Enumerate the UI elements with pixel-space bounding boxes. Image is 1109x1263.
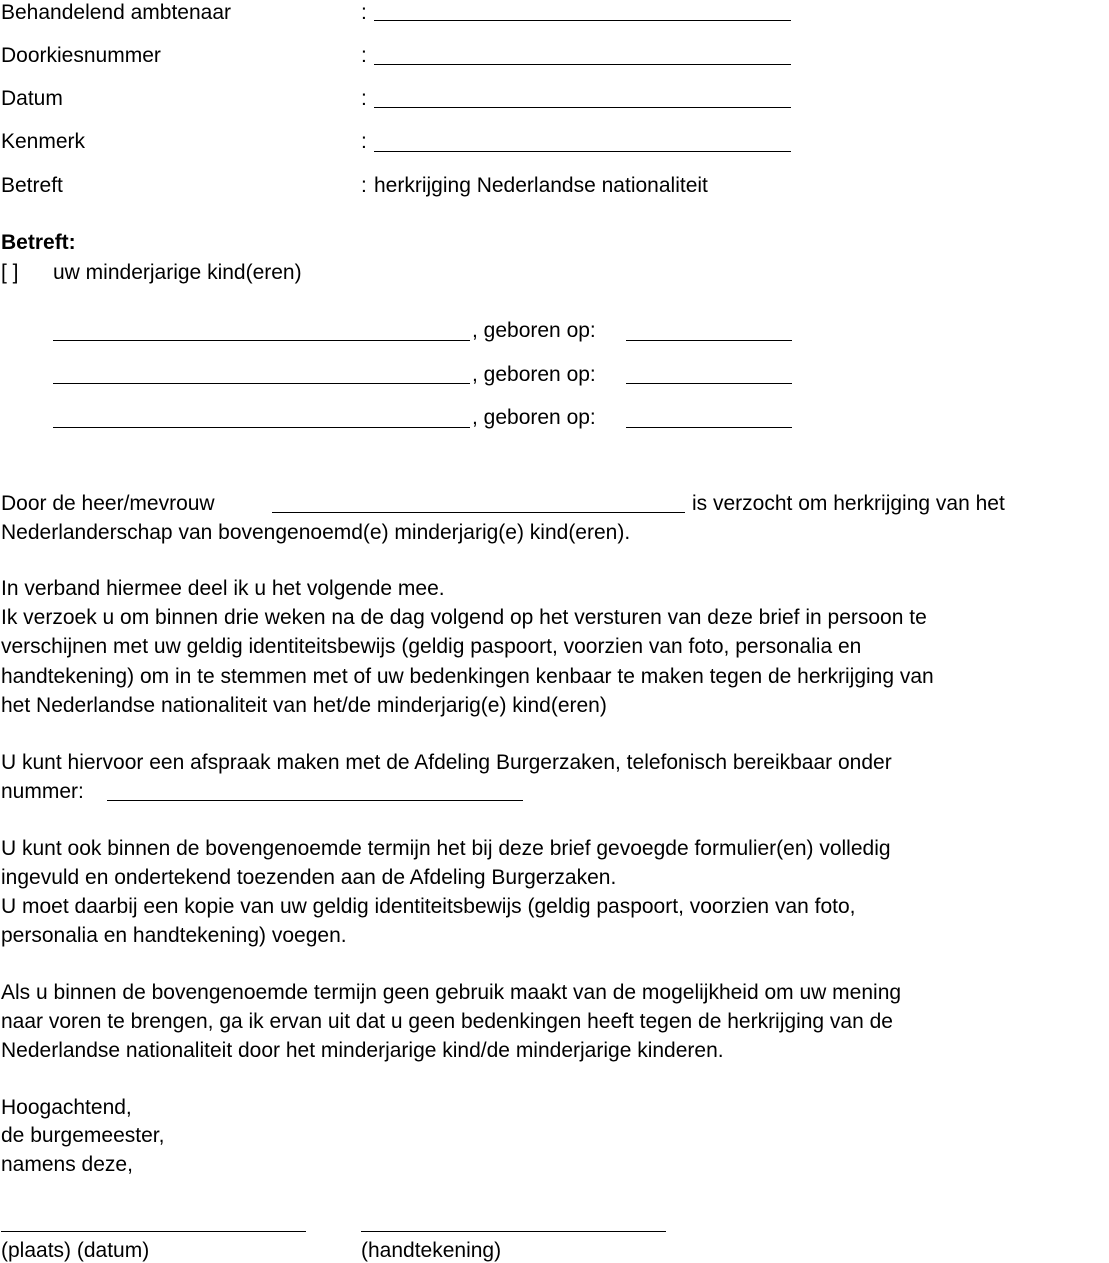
paragraph-5-line: Als u binnen de bovengenoemde termijn geen gebruik maakt van de mogelijkheid om uw mening bbox=[1, 981, 902, 1004]
paragraph-4-line: U kunt ook binnen de bovengenoemde termijn het bij deze brief gevoegde formulier(en) volledig bbox=[1, 837, 891, 860]
child-birthdate-input[interactable] bbox=[626, 427, 792, 428]
field-label-betreft: Betreft bbox=[1, 174, 63, 197]
checkbox-label: uw minderjarige kind(eren) bbox=[53, 261, 302, 284]
field-separator: : bbox=[361, 87, 367, 110]
betreft-heading: Betreft: bbox=[1, 231, 76, 254]
paragraph-3-line: U kunt hiervoor een afspraak maken met de Afdeling Burgerzaken, telefonisch bereikbaar onder bbox=[1, 751, 892, 774]
field-separator: : bbox=[361, 1, 367, 24]
born-label: , geboren op: bbox=[472, 363, 596, 386]
signature-input[interactable] bbox=[361, 1231, 666, 1232]
child-birthdate-input[interactable] bbox=[626, 340, 792, 341]
place-date-input[interactable] bbox=[1, 1231, 306, 1232]
field-input-datum[interactable] bbox=[374, 107, 791, 108]
born-label: , geboren op: bbox=[472, 319, 596, 342]
field-separator: : bbox=[361, 44, 367, 67]
closing-on-behalf: namens deze, bbox=[1, 1153, 133, 1176]
paragraph-1-end: is verzocht om herkrijging van het bbox=[692, 492, 1005, 515]
child-birthdate-input[interactable] bbox=[626, 383, 792, 384]
field-input-kenmerk[interactable] bbox=[374, 151, 791, 152]
field-input-doorkiesnummer[interactable] bbox=[374, 64, 791, 65]
requester-name-input[interactable] bbox=[272, 512, 685, 513]
paragraph-4-line: ingevuld en ondertekend toezenden aan de Afdeling Burgerzaken. bbox=[1, 866, 617, 889]
paragraph-5-line: Nederlandse nationaliteit door het minderjarige kind/de minderjarige kinderen. bbox=[1, 1039, 724, 1062]
field-separator: : bbox=[361, 130, 367, 153]
closing-greeting: Hoogachtend, bbox=[1, 1096, 132, 1119]
paragraph-2-line: handtekening) om in te stemmen met of uw bedenkingen kenbaar te maken tegen de herkrijging van bbox=[1, 665, 934, 688]
field-value-betreft: herkrijging Nederlandse nationaliteit bbox=[374, 174, 708, 197]
paragraph-3-phone-label: nummer: bbox=[1, 780, 84, 803]
phone-number-input[interactable] bbox=[107, 800, 523, 801]
paragraph-4-line: U moet daarbij een kopie van uw geldig identiteitsbewijs (geldig paspoort, voorzien van foto, bbox=[1, 895, 856, 918]
field-label-doorkiesnummer: Doorkiesnummer bbox=[1, 44, 161, 67]
child-name-input[interactable] bbox=[53, 383, 470, 384]
paragraph-5-line: naar voren te brengen, ga ik ervan uit dat u geen bedenkingen heeft tegen de herkrijging van de bbox=[1, 1010, 893, 1033]
field-input-behandelend-ambtenaar[interactable] bbox=[374, 20, 791, 21]
paragraph-2-line: verschijnen met uw geldig identiteitsbewijs (geldig paspoort, voorzien van foto, personalia en bbox=[1, 635, 862, 658]
place-date-label: (plaats) (datum) bbox=[1, 1239, 150, 1262]
paragraph-2-line: Ik verzoek u om binnen drie weken na de dag volgend op het versturen van deze brief in persoon te bbox=[1, 606, 927, 629]
paragraph-2-line: In verband hiermee deel ik u het volgende mee. bbox=[1, 577, 445, 600]
paragraph-1-line-2: Nederlanderschap van bovengenoemd(e) minderjarig(e) kind(eren). bbox=[1, 521, 631, 544]
field-label-behandelend-ambtenaar: Behandelend ambtenaar bbox=[1, 1, 232, 24]
paragraph-1-start: Door de heer/mevrouw bbox=[1, 492, 215, 515]
paragraph-4-line: personalia en handtekening) voegen. bbox=[1, 924, 347, 947]
field-separator: : bbox=[361, 174, 367, 197]
minor-children-checkbox[interactable]: [ ] bbox=[1, 261, 19, 284]
born-label: , geboren op: bbox=[472, 406, 596, 429]
signature-label: (handtekening) bbox=[361, 1239, 502, 1262]
child-name-input[interactable] bbox=[53, 340, 470, 341]
field-label-datum: Datum bbox=[1, 87, 63, 110]
paragraph-2-line: het Nederlandse nationaliteit van het/de minderjarig(e) kind(eren) bbox=[1, 694, 607, 717]
closing-title: de burgemeester, bbox=[1, 1124, 165, 1147]
field-label-kenmerk: Kenmerk bbox=[1, 130, 86, 153]
child-name-input[interactable] bbox=[53, 427, 470, 428]
